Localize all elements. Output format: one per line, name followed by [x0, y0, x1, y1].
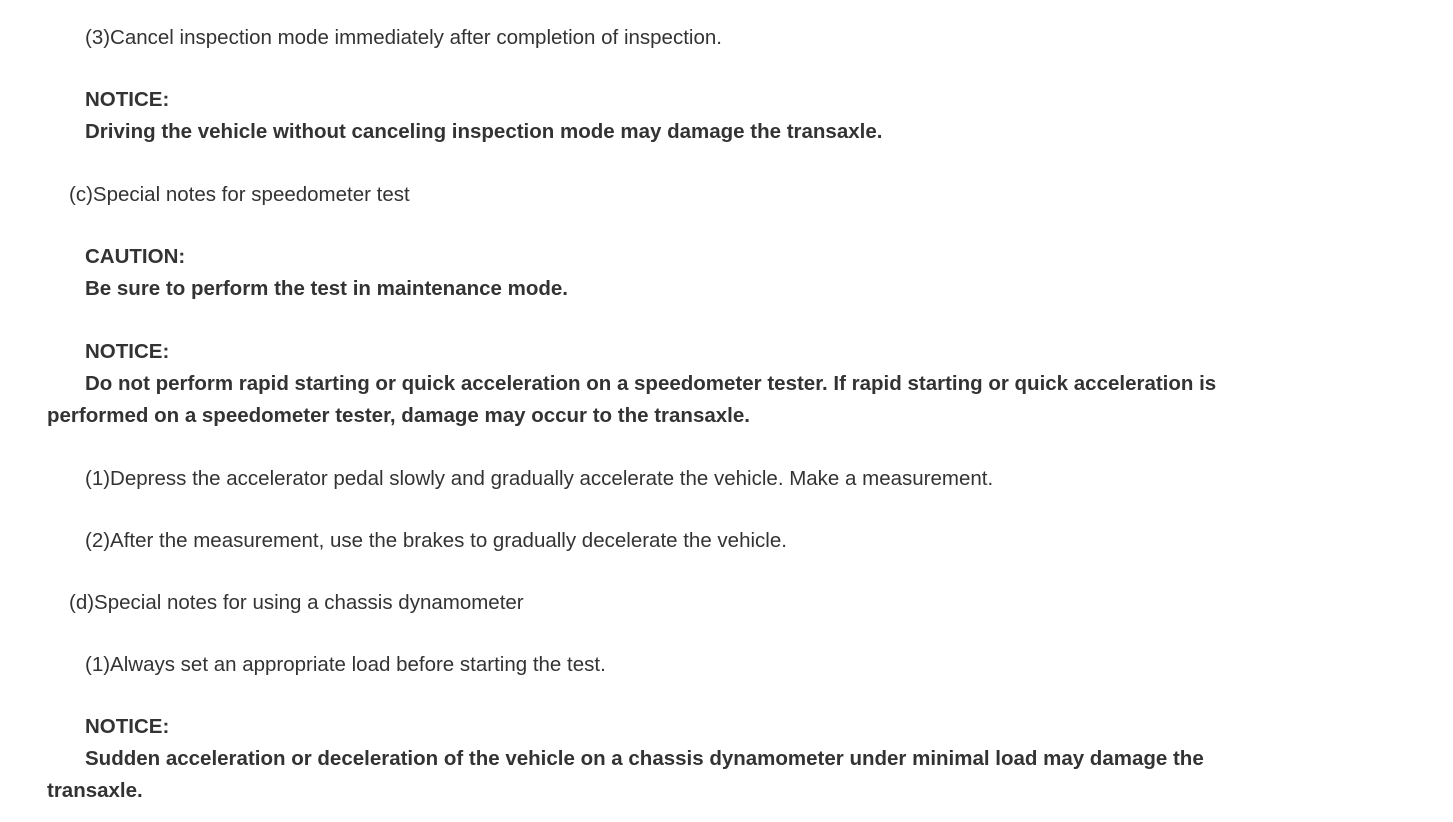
section-d-heading: (d)Special notes for using a chassis dynamometer	[69, 591, 524, 614]
d-step-1-text: (1)Always set an appropriate load before starting the test.	[85, 653, 606, 676]
step-3-text: (3)Cancel inspection mode immediately after completion of inspection.	[85, 26, 722, 49]
notice-text-line2: transaxle.	[47, 779, 143, 802]
notice-text: Driving the vehicle without canceling inspection mode may damage the transaxle.	[85, 120, 883, 143]
notice-heading: NOTICE:	[85, 340, 170, 363]
c-step-1-text: (1)Depress the accelerator pedal slowly and gradually accelerate the vehicle. Make a measurement.	[85, 467, 994, 490]
section-c-heading: (c)Special notes for speedometer test	[69, 183, 410, 206]
notice-heading: NOTICE:	[85, 715, 170, 738]
caution-heading: CAUTION:	[85, 245, 186, 268]
c-step-2-text: (2)After the measurement, use the brakes to gradually decelerate the vehicle.	[85, 529, 787, 552]
notice-text-line2: performed on a speedometer tester, damage may occur to the transaxle.	[47, 404, 750, 427]
notice-heading: NOTICE:	[85, 88, 170, 111]
notice-text-line1: Sudden acceleration or deceleration of the vehicle on a chassis dynamometer under minimal load may damage the	[85, 747, 1204, 770]
notice-text-line1: Do not perform rapid starting or quick acceleration on a speedometer tester. If rapid starting or quick acceleration is	[85, 372, 1217, 395]
caution-text: Be sure to perform the test in maintenance mode.	[85, 277, 568, 300]
